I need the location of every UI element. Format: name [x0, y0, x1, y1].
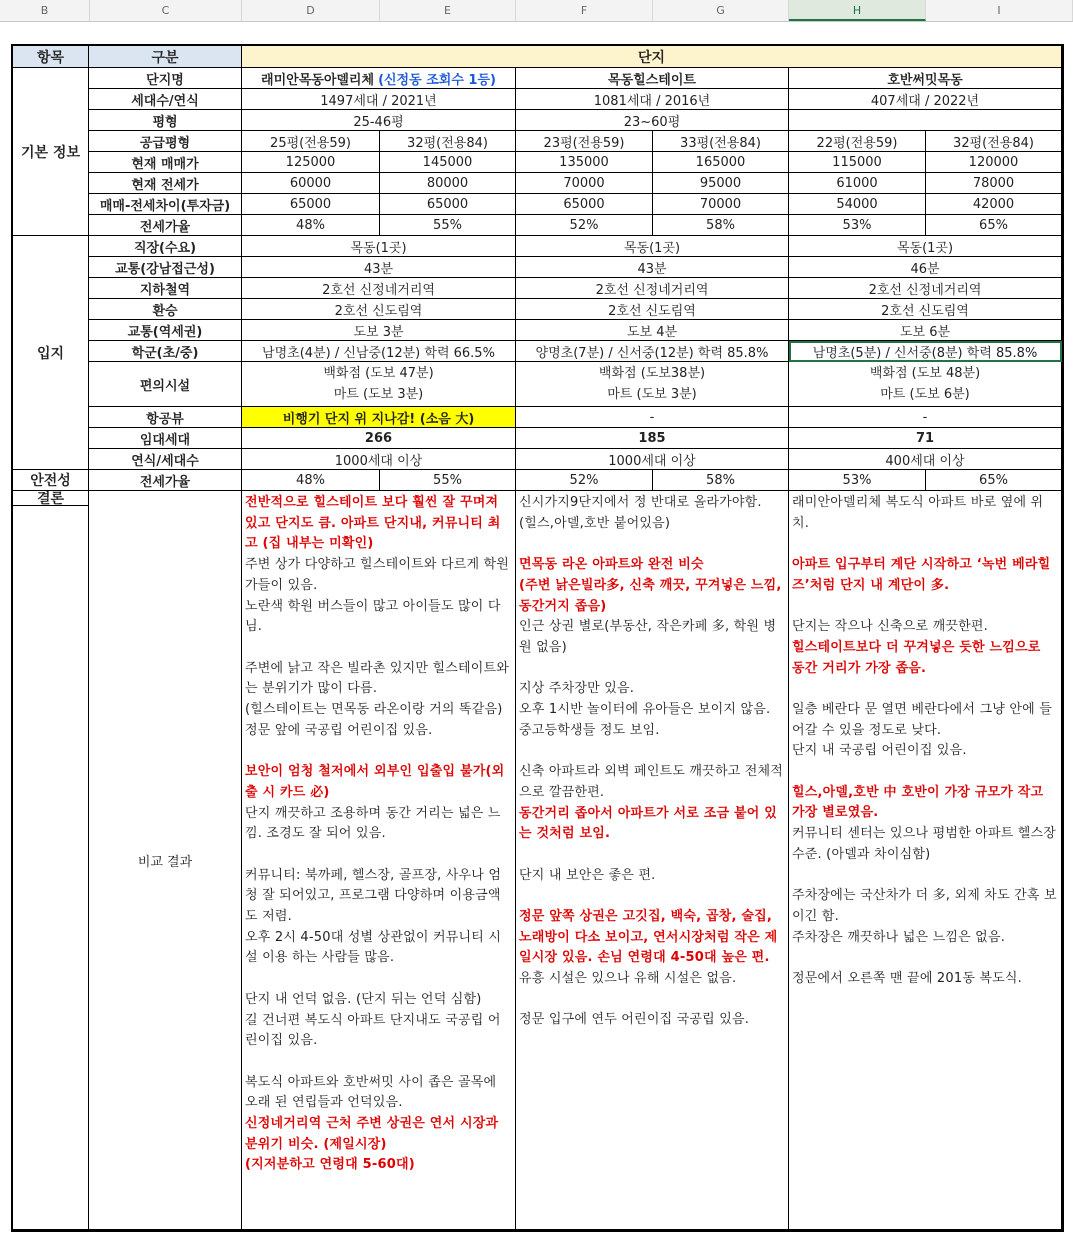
row-label-traffic-gn[interactable]: 교통(강남접근성): [89, 257, 242, 278]
jeonse-0-large[interactable]: 80000: [380, 173, 516, 194]
note-line: 신시가지9단지에서 정 반대로 올라가야함.: [519, 495, 762, 510]
ratio-1-large[interactable]: 58%: [653, 215, 789, 236]
column-header-f[interactable]: F: [516, 0, 653, 21]
rental-0[interactable]: 266: [242, 428, 516, 449]
header-category[interactable]: 구분: [89, 46, 242, 68]
ratio2-2-large[interactable]: 65%: [926, 470, 1062, 491]
jeonse-2-large[interactable]: 78000: [926, 173, 1062, 194]
supply-0-small[interactable]: 25평(전용59): [242, 131, 380, 152]
note-line: 유흥 시설은 있으나 유해 시설은 없음.: [519, 971, 737, 987]
note-line: 정문 입구에 연두 어린이집 국공립 있음.: [519, 1012, 750, 1028]
ratio-1-small[interactable]: 52%: [516, 215, 653, 236]
traffic-gn-1[interactable]: 43분: [516, 257, 789, 278]
row-label-name[interactable]: 단지명: [89, 68, 242, 89]
note-line: 노란색 학원 버스들이 많고 아이들도 많이 다님.: [245, 598, 501, 635]
transfer-0[interactable]: 2호선 신도림역: [242, 299, 516, 320]
note-highlight: (주변 낡은빌라多, 신축 깨끗, 꾸겨넣은 느낌, 동간거지 좁음): [519, 577, 782, 614]
note-highlight: 면목동 라온 아파트와 완전 비슷: [519, 557, 704, 573]
note-line: 커뮤니티 센터는 있으나 평범한 아파트 헬스장 수준. (아델과 차이심함): [792, 826, 1057, 862]
supply-1-large[interactable]: 33평(전용84): [653, 131, 789, 152]
row-label-subway[interactable]: 지하철역: [89, 278, 242, 299]
school-1[interactable]: 양명초(7분) / 신서중(12분) 학력 85.8%: [516, 341, 789, 362]
complex-name-text: 목동힐스테이트: [608, 72, 696, 88]
units-year-0[interactable]: 1497세대 / 2021년: [242, 89, 516, 110]
note-spacer: [519, 990, 785, 1011]
age-units-2[interactable]: 400세대 이상: [789, 449, 1062, 470]
note-highlight: 힐스,아델,호반 中 호반이 가장 규모가 작고 가장 별로였음.: [792, 784, 1044, 821]
subway-1[interactable]: 2호선 신정네거리역: [516, 278, 789, 299]
traffic-gn-0[interactable]: 43분: [242, 257, 516, 278]
station-area-0[interactable]: 도보 3분: [242, 320, 516, 341]
jeonse-1-large[interactable]: 95000: [653, 173, 789, 194]
note-line: 길 건너편 복도식 아파트 단지내도 국공립 어린이집 있음.: [245, 1012, 501, 1049]
row-label-work[interactable]: 직장(수요): [89, 236, 242, 257]
transfer-1[interactable]: 2호선 신도림역: [516, 299, 789, 320]
note-line: 단지 내 국공립 어린이집 있음.: [792, 743, 967, 759]
convenience-2[interactable]: [789, 362, 1062, 407]
note-line: 정문에서 오른쪽 맨 끝에 201동 복도식.: [792, 971, 1023, 987]
note-line: 주차장은 깨끗하나 넓은 느낌은 없음.: [792, 929, 1006, 945]
section-location[interactable]: 입지: [13, 236, 89, 470]
note-line: 오후 2시 4-50대 성별 상관없이 커뮤니티 시설 이용 하는 사람들 많음.: [245, 929, 502, 966]
section-conclusion-body[interactable]: [13, 506, 89, 1230]
note-line: (힐스,아델,호반 붙어있음): [519, 515, 671, 531]
airplane-0[interactable]: 비행기 단지 위 지나감! (소음 大): [242, 407, 516, 428]
sale-1-large[interactable]: 165000: [653, 152, 789, 173]
note-spacer: [519, 659, 785, 680]
ratio2-1-small[interactable]: 52%: [516, 470, 653, 491]
age-units-1[interactable]: 1000세대 이상: [516, 449, 789, 470]
gap-0-large[interactable]: 65000: [380, 194, 516, 215]
ratio-2-small[interactable]: 53%: [789, 215, 926, 236]
note-highlight: (지저분하고 연령대 5-60대): [245, 1157, 415, 1173]
complex-name-0[interactable]: [242, 68, 516, 89]
gap-1-large[interactable]: 70000: [653, 194, 789, 215]
compare-notes-1[interactable]: [516, 491, 789, 1230]
sale-1-small[interactable]: 135000: [516, 152, 653, 173]
ratio2-0-small[interactable]: 48%: [242, 470, 380, 491]
compare-notes-2[interactable]: [789, 491, 1062, 1230]
row-label-gap[interactable]: 매매-전세차이(투자금): [89, 194, 242, 215]
supply-2-small[interactable]: 22평(전용59): [789, 131, 926, 152]
note-line: (힐스테이트는 면목동 라온이랑 거의 똑같음): [245, 702, 503, 718]
row-label-ratio2[interactable]: 전세가율: [89, 470, 242, 491]
column-header-g[interactable]: G: [653, 0, 789, 21]
note-spacer: [245, 1052, 512, 1073]
gap-2-large[interactable]: 42000: [926, 194, 1062, 215]
note-line: 정문 앞에 국공립 어린이집 있음.: [245, 722, 433, 738]
note-spacer: [519, 886, 785, 907]
station-area-2[interactable]: 도보 6분: [789, 320, 1062, 341]
rental-2[interactable]: 71: [789, 428, 1062, 449]
note-line: 커뮤니티: 북까페, 헬스장, 골프장, 사우나 엄청 잘 되어있고, 프로그램 다양하며 이용금액도 저렴.: [245, 867, 502, 925]
supply-1-small[interactable]: 23평(전용59): [516, 131, 653, 152]
note-spacer: [245, 845, 512, 866]
note-highlight: 아파트 입구부터 계단 시작하고 ‘녹번 베라힐즈’처럼 단지 내 계단이 多.: [792, 557, 1051, 593]
note-highlight: 보안이 엄청 철저에서 외부인 입출입 불가(외출 시 카드 必): [245, 764, 505, 800]
units-year-1[interactable]: 1081세대 / 2016년: [516, 89, 789, 110]
convenience-mart: 마트 (도보 6분): [880, 387, 970, 402]
school-2[interactable]: 남명초(5분) / 신서중(8분) 학력 85.8%: [789, 341, 1062, 362]
row-label-supply[interactable]: 공급평형: [89, 131, 242, 152]
ratio2-2-small[interactable]: 53%: [789, 470, 926, 491]
gap-2-small[interactable]: 54000: [789, 194, 926, 215]
subway-0[interactable]: 2호선 신정네거리역: [242, 278, 516, 299]
note-spacer: [245, 741, 512, 762]
row-label-convenience[interactable]: 편의시설: [89, 362, 242, 407]
note-spacer: [245, 638, 512, 659]
sale-2-small[interactable]: 115000: [789, 152, 926, 173]
row-label-age-units[interactable]: 연식/세대수: [89, 449, 242, 470]
section-safety[interactable]: 안전성: [13, 470, 89, 491]
note-line: 지상 주차장만 있음.: [519, 681, 635, 697]
note-spacer: [792, 679, 1058, 700]
jeonse-1-small[interactable]: 70000: [516, 173, 653, 194]
school-0[interactable]: 남명초(4분) / 신남중(12분) 학력 66.5%: [242, 341, 516, 362]
work-1[interactable]: 목동(1곳): [516, 236, 789, 257]
convenience-department-store: 백화점 (도보38분): [598, 366, 706, 381]
note-line: 주변 상가 다양하고 힐스테이트와 다르게 학원가들이 있음.: [245, 557, 510, 593]
work-0[interactable]: 목동(1곳): [242, 236, 516, 257]
sale-0-small[interactable]: 125000: [242, 152, 380, 173]
pyeong-1[interactable]: 23~60평: [516, 110, 789, 131]
note-highlight: 정문 앞쪽 상권은 고깃집, 백숙, 곱창, 술집, 노래방이 다소 보이고, 연서시장처럼 작은 제일시장 있음. 손님 연령대 4-50대 높은 편.: [519, 908, 778, 966]
jeonse-2-small[interactable]: 61000: [789, 173, 926, 194]
note-highlight: 신정네거리역 근처 주변 상권은 연서 시장과 분위기 비슷. (제일시장): [245, 1116, 499, 1152]
note-line: 주차장에는 국산차가 더 多, 외제 차도 간혹 보이긴 함.: [792, 888, 1057, 924]
row-label-transfer[interactable]: 환승: [89, 299, 242, 320]
complex-name-text: 호반써밋목동: [887, 72, 963, 88]
convenience-mart: 마트 (도보 3분): [333, 387, 424, 402]
ratio2-1-large[interactable]: 58%: [653, 470, 789, 491]
section-conclusion[interactable]: 결론: [13, 491, 89, 506]
note-line: 래미안아델리체 복도식 아파트 바로 옆에 위치.: [792, 495, 1044, 531]
note-line: 주변에 낡고 작은 빌라촌 있지만 힐스테이트와는 분위기가 많이 다름.: [245, 660, 510, 697]
note-line: 단지 내 언덕 없음. (단지 뒤는 언덕 심함): [245, 991, 482, 1007]
header-complex[interactable]: 단지: [242, 46, 1062, 68]
note-spacer: [519, 534, 785, 555]
row-label-jeonse[interactable]: 현재 전세가: [89, 173, 242, 194]
rental-1[interactable]: 185: [516, 428, 789, 449]
note-line: 인근 상권 별로(부동산, 작은카페 多, 학원 병원 없음): [519, 619, 777, 655]
row-label-airplane[interactable]: 항공뷰: [89, 407, 242, 428]
row-label-compare[interactable]: 비교 결과: [89, 491, 242, 1230]
airplane-1[interactable]: -: [516, 407, 789, 428]
gap-1-small[interactable]: 65000: [516, 194, 653, 215]
column-header-b[interactable]: B: [0, 0, 90, 21]
traffic-gn-2[interactable]: 46분: [789, 257, 1062, 278]
column-header-c[interactable]: C: [90, 0, 242, 21]
gap-0-small[interactable]: 65000: [242, 194, 380, 215]
ratio-0-large[interactable]: 55%: [380, 215, 516, 236]
column-header-h[interactable]: H: [789, 0, 926, 21]
complex-name-text: 래미안목동아델리체: [261, 72, 375, 88]
column-header-bar: [0, 0, 1073, 22]
section-basic-info[interactable]: 기본 정보: [13, 68, 89, 236]
pyeong-0[interactable]: 25-46평: [242, 110, 516, 131]
convenience-mart: 마트 (도보 3분): [607, 387, 697, 402]
note-spacer: [245, 969, 512, 990]
airplane-2[interactable]: -: [789, 407, 1062, 428]
header-item[interactable]: 항목: [13, 46, 89, 68]
sale-0-large[interactable]: 145000: [380, 152, 516, 173]
ratio-0-small[interactable]: 48%: [242, 215, 380, 236]
complex-name-2[interactable]: [789, 68, 1062, 89]
transfer-2[interactable]: 2호선 신도림역: [789, 299, 1062, 320]
row-label-ratio[interactable]: 전세가율: [89, 215, 242, 236]
jeonse-0-small[interactable]: 60000: [242, 173, 380, 194]
note-spacer: [792, 534, 1058, 555]
convenience-0[interactable]: [242, 362, 516, 407]
age-units-0[interactable]: 1000세대 이상: [242, 449, 516, 470]
row-label-school[interactable]: 학군(초/중): [89, 341, 242, 362]
sale-2-large[interactable]: 120000: [926, 152, 1062, 173]
row-label-station-area[interactable]: 교통(역세권): [89, 320, 242, 341]
ratio2-0-large[interactable]: 55%: [380, 470, 516, 491]
note-line: 단지 내 보안은 좋은 편.: [519, 867, 656, 883]
note-line: 신축 아파트라 외벽 페인트도 깨끗하고 전체적으로 깔끔한편.: [519, 764, 784, 800]
units-year-2[interactable]: 407세대 / 2022년: [789, 89, 1062, 110]
note-line: 복도식 아파트와 호반써밋 사이 좁은 골목에 오래 된 연립들과 언덕있음.: [245, 1074, 497, 1111]
convenience-department-store: 백화점 (도보 47분): [323, 366, 434, 381]
note-spacer: [792, 762, 1058, 783]
column-header-d[interactable]: D: [242, 0, 380, 21]
convenience-1[interactable]: [516, 362, 789, 407]
ratio-2-large[interactable]: 65%: [926, 215, 1062, 236]
note-spacer: [792, 597, 1058, 618]
complex-name-1[interactable]: [516, 68, 789, 89]
compare-notes-0[interactable]: [242, 491, 516, 1230]
note-line: 일층 베란다 문 열면 베란다에서 그냥 안에 들어갈 수 있을 정도로 낮다.: [792, 701, 1052, 738]
note-line: 오후 1시반 놀이터에 유아들은 보이지 않음.: [519, 702, 771, 717]
note-highlight: 전반적으로 힐스테이트 보다 훨씬 잘 꾸며져 있고 단지도 큼. 아파트 단지내, 커뮤니티 최고 (집 내부는 미확인): [245, 495, 501, 552]
row-label-units-year[interactable]: 세대수/연식: [89, 89, 242, 110]
note-spacer: [519, 845, 785, 866]
column-header-e[interactable]: E: [380, 0, 516, 21]
note-line: 중고등학생들 정도 보임.: [519, 722, 660, 738]
pyeong-2[interactable]: [789, 110, 1062, 131]
row-label-sale[interactable]: 현재 매매가: [89, 152, 242, 173]
comparison-table: [11, 44, 1064, 1232]
note-line: 단지는 작으나 신축으로 깨끗한편.: [792, 619, 988, 635]
work-2[interactable]: 목동(1곳): [789, 236, 1062, 257]
note-spacer: [792, 948, 1058, 969]
subway-2[interactable]: 2호선 신정네거리역: [789, 278, 1062, 299]
complex-name-note: (신정동 조회수 1등): [378, 72, 496, 88]
convenience-department-store: 백화점 (도보 48분): [869, 366, 981, 381]
supply-2-large[interactable]: 32평(전용84): [926, 131, 1062, 152]
note-highlight: 동간거리 좁아서 아파트가 서로 조금 붙어 있는 것처럼 보임.: [519, 805, 777, 842]
supply-0-large[interactable]: 32평(전용84): [380, 131, 516, 152]
note-highlight: 힐스테이트보다 더 꾸겨넣은 듯한 느낌으로 동간 거리가 가장 좁음.: [792, 639, 1041, 676]
station-area-1[interactable]: 도보 4분: [516, 320, 789, 341]
note-spacer: [792, 866, 1058, 887]
note-line: 단지 깨끗하고 조용하며 동간 거리는 넓은 느낌. 조경도 잘 되어 있음.: [245, 805, 501, 842]
row-label-pyeong[interactable]: 평형: [89, 110, 242, 131]
column-header-i[interactable]: I: [926, 0, 1073, 21]
row-label-rental[interactable]: 임대세대: [89, 428, 242, 449]
note-spacer: [519, 741, 785, 762]
